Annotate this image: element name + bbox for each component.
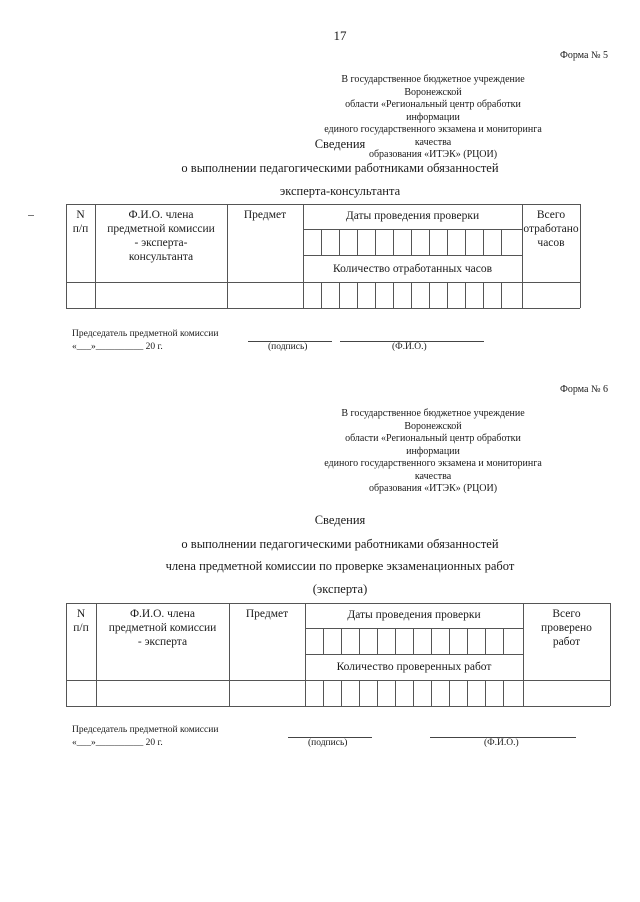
date-cell-divider — [341, 680, 342, 706]
date-cell-divider — [359, 628, 360, 654]
date-cell-divider — [413, 628, 414, 654]
header-count: Количество проверенных работ — [336, 661, 492, 673]
table-rule — [303, 255, 522, 256]
form-subtitle: (эксперта) — [312, 582, 368, 596]
date-cell-divider — [375, 229, 376, 255]
table-rule — [305, 654, 523, 655]
header-subject: Предмет — [245, 608, 289, 620]
date-cell-divider — [395, 628, 396, 654]
date-cell-divider — [465, 282, 466, 308]
recipient-address — [318, 408, 548, 496]
table-border — [580, 204, 581, 308]
date-cell-divider — [323, 628, 324, 654]
date-cell-divider — [449, 628, 450, 654]
date-cell-divider — [411, 229, 412, 255]
chair-label: Председатель предметной комиссии — [72, 329, 219, 339]
date-cell-divider — [375, 282, 376, 308]
date-cell-divider — [359, 680, 360, 706]
date-cell-divider — [341, 628, 342, 654]
table-rule — [303, 229, 522, 230]
date-cell-divider — [503, 628, 504, 654]
date-cell-divider — [449, 680, 450, 706]
date-cell-divider — [321, 282, 322, 308]
date-cell-divider — [467, 628, 468, 654]
date-cell-divider — [501, 282, 502, 308]
date-cell-divider — [321, 229, 322, 255]
form-label: Форма № 5 — [560, 50, 608, 61]
header-dates: Даты проведения проверки — [347, 609, 481, 621]
date-cell-divider — [393, 229, 394, 255]
form-title: Сведения — [314, 137, 366, 151]
date-cell-divider — [377, 680, 378, 706]
date-cell-divider — [377, 628, 378, 654]
date-cell-divider — [483, 229, 484, 255]
header-num: N п/п — [73, 608, 89, 634]
table-border — [66, 706, 610, 707]
chair-label: Председатель предметной комиссии — [72, 725, 219, 735]
date-cell-divider — [485, 628, 486, 654]
header-total: Всего отработано часов — [523, 209, 579, 249]
address-line: образования «ИТЭК» (РЦОИ) — [368, 149, 498, 160]
table-rule — [66, 680, 610, 681]
table-border — [66, 308, 580, 309]
address-line: образования «ИТЭК» (РЦОИ) — [368, 483, 498, 494]
date-cell-divider — [429, 229, 430, 255]
form-subtitle: эксперта-консультанта — [279, 184, 401, 198]
date-cell-divider — [393, 282, 394, 308]
date-cell-divider — [467, 680, 468, 706]
header-fio: Ф.И.О. члена предметной комиссии - эксперта- консультанта — [107, 209, 215, 263]
date-line: «___»__________ 20 г. — [72, 342, 163, 352]
header-total: Всего проверено работ — [541, 608, 592, 648]
address-line: единого государственного экзамена и мониторинга качества — [324, 124, 542, 148]
margin-mark — [28, 215, 34, 216]
date-cell-divider — [411, 282, 412, 308]
table-border — [66, 204, 580, 205]
header-count: Количество отработанных часов — [332, 263, 493, 275]
date-cell-divider — [413, 680, 414, 706]
date-cell-divider — [503, 680, 504, 706]
date-cell-divider — [323, 680, 324, 706]
form-subtitle: о выполнении педагогическими работниками обязанностей — [181, 161, 499, 175]
date-cell-divider — [357, 229, 358, 255]
header-dates: Даты проведения проверки — [345, 210, 480, 222]
header-fio: Ф.И.О. члена предметной комиссии - эксперта — [108, 608, 217, 648]
date-cell-divider — [429, 282, 430, 308]
address-line: области «Региональный центр обработки информации — [345, 99, 521, 123]
fio-caption: (Ф.И.О.) — [392, 342, 427, 352]
date-line: «___»__________ 20 г. — [72, 738, 163, 748]
address-line: В государственное бюджетное учреждение Воронежской — [341, 74, 525, 98]
date-cell-divider — [447, 282, 448, 308]
table-rule — [305, 628, 523, 629]
address-line: единого государственного экзамена и мониторинга качества — [324, 458, 542, 482]
form-title: Сведения — [314, 513, 366, 527]
header-subject: Предмет — [243, 209, 287, 221]
page-number: 17 — [333, 28, 347, 43]
date-cell-divider — [501, 229, 502, 255]
header-num: N п/п — [72, 209, 89, 235]
table-border — [610, 603, 611, 706]
date-cell-divider — [357, 282, 358, 308]
table-border — [66, 603, 610, 604]
table-rule — [66, 282, 580, 283]
date-cell-divider — [339, 229, 340, 255]
form-subtitle: о выполнении педагогическими работниками обязанностей — [181, 537, 499, 551]
date-cell-divider — [447, 229, 448, 255]
date-cell-divider — [483, 282, 484, 308]
form-subtitle: члена предметной комиссии по проверке экзаменационных работ — [165, 559, 515, 573]
fio-caption: (Ф.И.О.) — [484, 738, 519, 748]
address-line: области «Региональный центр обработки информации — [345, 433, 521, 457]
date-cell-divider — [431, 628, 432, 654]
form-label: Форма № 6 — [560, 384, 608, 395]
date-cell-divider — [339, 282, 340, 308]
date-cell-divider — [395, 680, 396, 706]
date-cell-divider — [465, 229, 466, 255]
signature-caption: (подпись) — [268, 342, 308, 352]
address-line: В государственное бюджетное учреждение Воронежской — [341, 408, 525, 432]
signature-caption: (подпись) — [308, 738, 348, 748]
date-cell-divider — [485, 680, 486, 706]
date-cell-divider — [431, 680, 432, 706]
